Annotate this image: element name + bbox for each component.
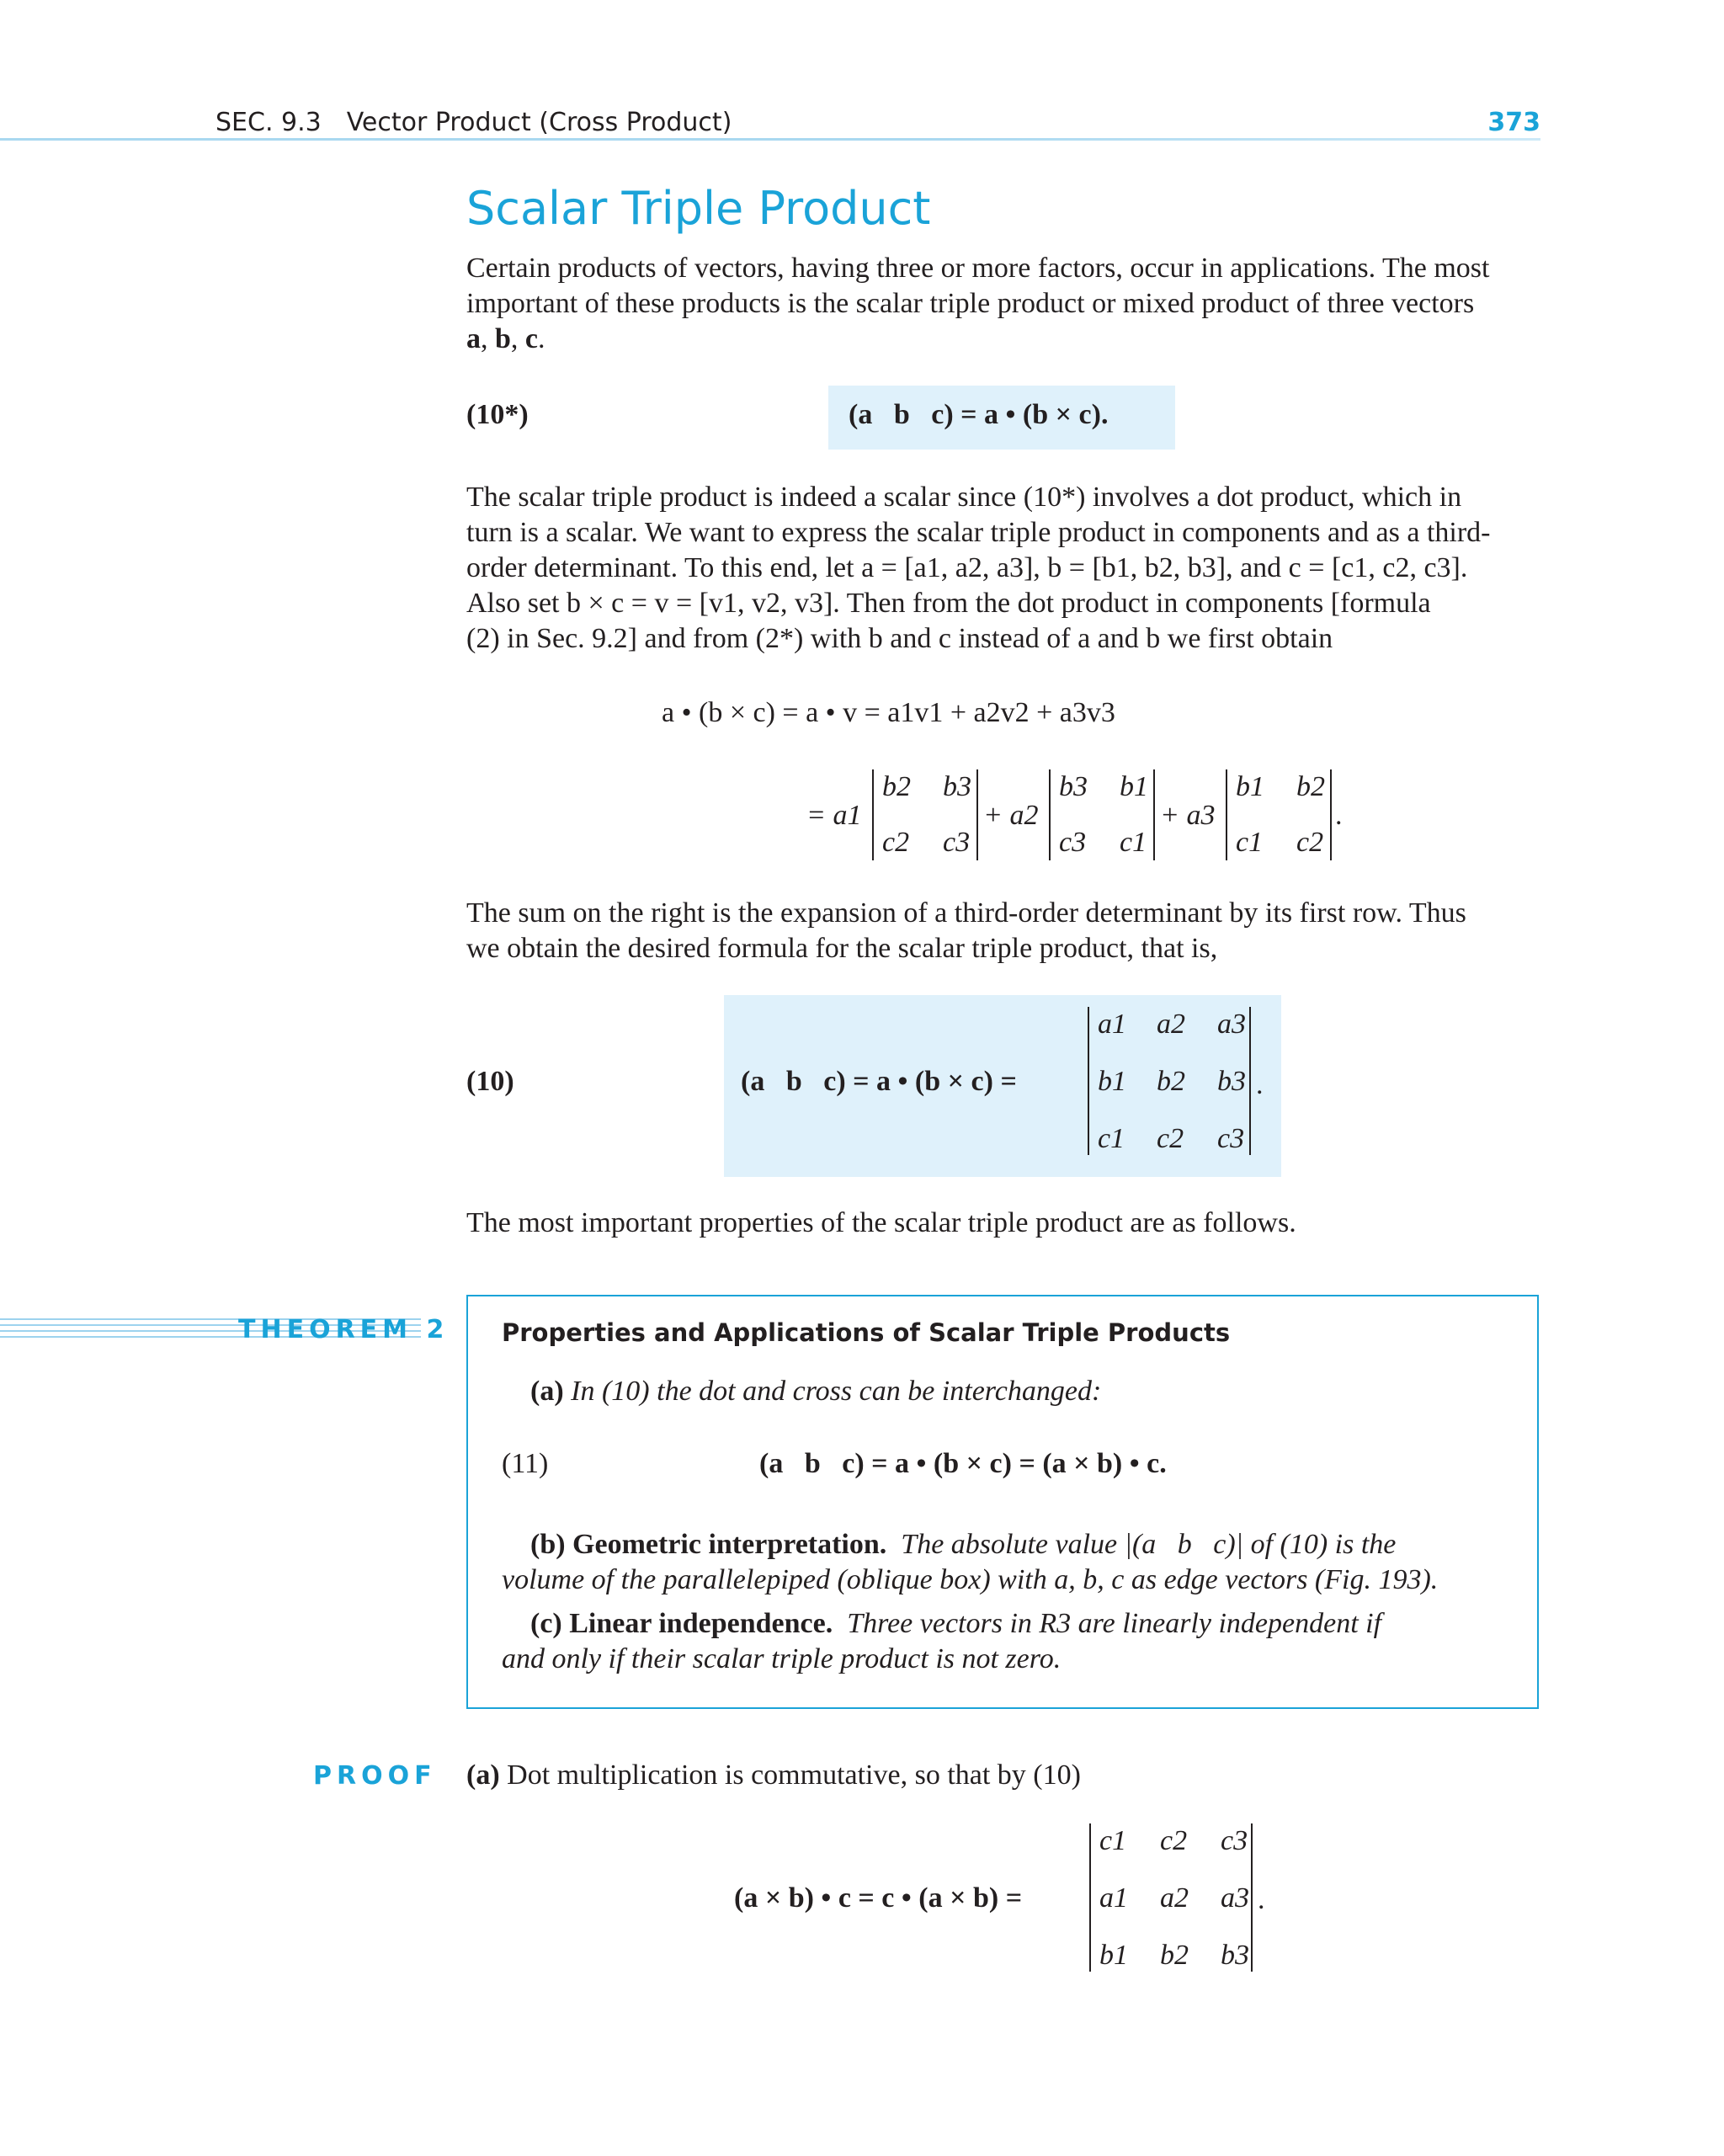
header-rule	[0, 138, 1540, 141]
equation-number-10: (10)	[466, 1066, 514, 1097]
matrix-cell: b1	[1098, 1066, 1126, 1097]
determinant-3x3	[1088, 1007, 1251, 1155]
theorem-label: THEOREM 2	[238, 1315, 450, 1344]
part-c-line-1	[502, 1606, 1508, 1642]
equation-11: (a b c) = a • (b × c) = (a × b) • c.	[759, 1448, 1167, 1479]
theorem-part-a	[530, 1376, 1101, 1408]
theorem-part-b	[502, 1527, 1508, 1598]
equation-number-11: (11)	[502, 1448, 549, 1479]
expansion-coef-2: + a2	[983, 800, 1039, 831]
part-b-line-1	[502, 1527, 1508, 1562]
proof-determinant	[1089, 1823, 1253, 1972]
section-number: SEC. 9.3	[216, 108, 322, 137]
proof-text	[466, 1759, 1081, 1791]
matrix-cell: b2	[1157, 1066, 1185, 1097]
proof-matrix-cell: b2	[1160, 1940, 1189, 1971]
expansion-paragraph	[466, 896, 1540, 966]
part-c-label: (c) Linear independence.	[530, 1608, 833, 1639]
components-line-2: turn is a scalar. We want to express the scalar triple product in components and as a third-	[466, 517, 1491, 548]
proof-equation-lhs: (a × b) • c = c • (a × b) =	[734, 1882, 1023, 1914]
part-b-label: (b) Geometric interpretation.	[530, 1529, 887, 1560]
proof-equation-end: .	[1258, 1884, 1265, 1915]
proof-label: PROOF	[313, 1761, 437, 1791]
minor3-cell: c2	[1296, 827, 1324, 858]
components-line-4: Also set b × c = v = [v1, v2, v3]. Then from the dot product in components [formula	[466, 588, 1431, 619]
part-b-text-2: volume of the parallelepiped (oblique box) with a, b, c as edge vectors (Fig. 193).	[502, 1564, 1439, 1595]
triple-product-notation: (a b c)	[849, 399, 954, 430]
proof-matrix-cell: b1	[1099, 1940, 1128, 1971]
part-c-text-1: Three vectors in R3 are linearly independent if	[847, 1608, 1382, 1639]
matrix-cell: c1	[1098, 1123, 1125, 1154]
part-a-text: In (10) the dot and cross can be interchanged:	[571, 1376, 1102, 1407]
equation-number-10star: (10*)	[466, 399, 529, 430]
expansion-coef-3: + a3	[1160, 800, 1216, 831]
proof-matrix-cell: a1	[1099, 1882, 1128, 1914]
intro-paragraph	[466, 251, 1540, 357]
equation-10-lhs: (a b c) = a • (b × c) =	[741, 1066, 1017, 1097]
theorem-part-c	[502, 1606, 1508, 1677]
properties-intro: The most important properties of the scalar triple product are as follows.	[466, 1207, 1296, 1238]
section-title: Scalar Triple Product	[466, 182, 931, 235]
proof-matrix-cell: c2	[1160, 1825, 1188, 1856]
matrix-cell: b3	[1217, 1066, 1246, 1097]
proof-matrix-cell: b3	[1221, 1940, 1249, 1971]
matrix-cell: a1	[1098, 1009, 1126, 1040]
minor1-cell: c3	[943, 827, 971, 858]
proof-sentence: Dot multiplication is commutative, so that by (10)	[507, 1759, 1081, 1791]
intro-line-1: Certain products of vectors, having three or more factors, occur in applications. The most	[466, 253, 1490, 284]
minor-determinant-1	[872, 769, 978, 860]
minor-determinant-2	[1049, 769, 1155, 860]
minor3-cell: c1	[1236, 827, 1264, 858]
minor3-cell: b1	[1236, 771, 1264, 802]
part-a-label: (a)	[530, 1376, 564, 1407]
proof-matrix-cell: a2	[1160, 1882, 1189, 1914]
part-c-text-2: and only if their scalar triple product is not zero.	[502, 1643, 1062, 1674]
running-head-left	[216, 108, 732, 137]
minor2-cell: c3	[1059, 827, 1087, 858]
expansion-coef-1: = a1	[806, 800, 862, 831]
running-head-title: Vector Product (Cross Product)	[346, 108, 732, 137]
part-b-text-1: The absolute value |(a b c)| of (10) is the	[901, 1529, 1397, 1560]
minor3-cell: b2	[1296, 771, 1325, 802]
components-line-1: The scalar triple product is indeed a scalar since (10*) involves a dot product, which in	[466, 482, 1462, 513]
proof-matrix-cell: c1	[1099, 1825, 1127, 1856]
matrix-cell: a3	[1217, 1009, 1246, 1040]
proof-matrix-cell: a3	[1221, 1882, 1249, 1914]
proof-matrix-cell: c3	[1221, 1825, 1248, 1856]
page-number: 373	[1487, 108, 1540, 137]
equation-10star-rhs: = a • (b × c).	[960, 399, 1109, 430]
vector-b: b	[495, 323, 511, 354]
expansion-line-1: a • (b × c) = a • v = a1v1 + a2v2 + a3v3	[662, 697, 1115, 728]
minor2-cell: c1	[1120, 827, 1147, 858]
components-line-5: (2) in Sec. 9.2] and from (2*) with b and c instead of a and b we first obtain	[466, 623, 1333, 654]
minor1-cell: b2	[882, 771, 911, 802]
equation-10star	[849, 399, 1108, 431]
matrix-cell: c3	[1217, 1123, 1245, 1154]
components-paragraph	[466, 480, 1540, 657]
theorem-title: Properties and Applications of Scalar Triple Products	[502, 1318, 1231, 1347]
intro-line-3: a, b, c.	[466, 323, 545, 354]
expansion-end: .	[1335, 800, 1343, 831]
equation-10-end: .	[1256, 1069, 1264, 1100]
minor2-cell: b3	[1059, 771, 1088, 802]
expansion-text-line-1: The sum on the right is the expansion of a third-order determinant by its first row. Thus	[466, 897, 1466, 929]
proof-part-a-label: (a)	[466, 1759, 500, 1791]
minor2-cell: b1	[1120, 771, 1148, 802]
matrix-cell: c2	[1157, 1123, 1184, 1154]
minor1-cell: b3	[943, 771, 971, 802]
minor-determinant-3	[1226, 769, 1332, 860]
vector-a: a	[466, 323, 481, 354]
vector-c: c	[524, 323, 539, 354]
matrix-cell: a2	[1157, 1009, 1185, 1040]
components-line-3: order determinant. To this end, let a = [a1, a2, a3], b = [b1, b2, b3], and c = [c1, c2, c3].	[466, 552, 1468, 583]
expansion-text-line-2: we obtain the desired formula for the scalar triple product, that is,	[466, 933, 1218, 964]
intro-line-2: important of these products is the scalar triple product or mixed product of three vectors	[466, 288, 1475, 319]
minor1-cell: c2	[882, 827, 910, 858]
